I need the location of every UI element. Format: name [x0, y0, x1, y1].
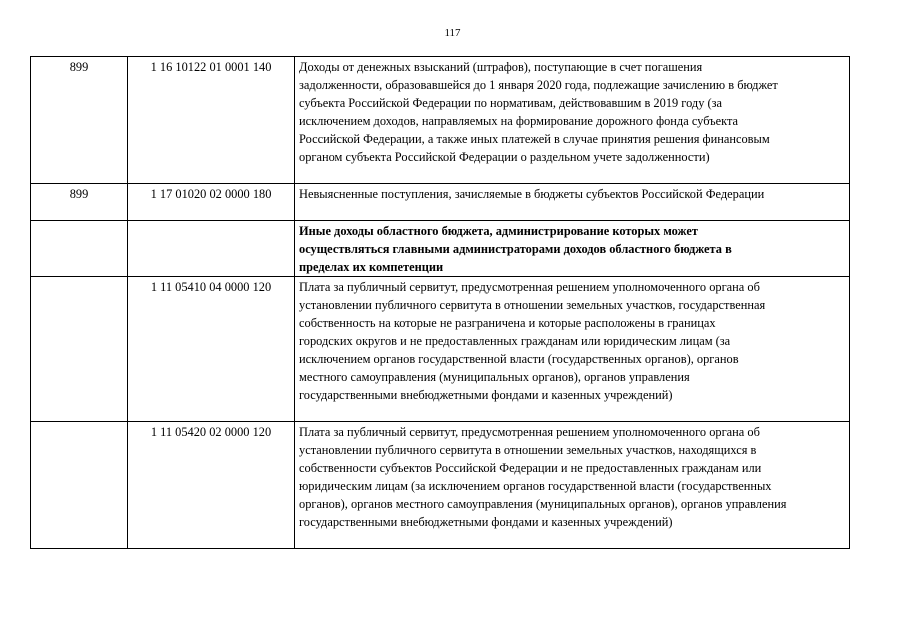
section-heading-cell: Иные доходы областного бюджета, администрирование которых может осуществляться главными администраторами доходов областного бюджета в пределах их компетенции: [295, 221, 850, 277]
admin-code-cell: [31, 221, 128, 277]
page-number: 117: [444, 27, 461, 39]
admin-code-cell: [31, 422, 128, 549]
table-row: [31, 277, 850, 422]
description-cell: Плата за публичный сервитут, предусмотренная решением уполномоченного органа об установлении публичного сервитута в отношении земельных участков, государственная собственность на которые не разграничена и которые расположены в границах городских округов и не предоставленных гражданам или юридическим лицам (за исключением органов государственной власти (государственных органов), органов местного самоуправления (муниципальных органов), органов управления государственными внебюджетными фондами и казенных учреждений): [295, 277, 850, 422]
description-cell: Плата за публичный сервитут, предусмотренная решением уполномоченного органа об установлении публичного сервитута в отношении земельных участков, находящихся в собственности субъектов Российской Федерации и не предоставленных гражданам или юридическим лицам (за исключением органов государственной власти (государственных органов), органов местного самоуправления (муниципальных органов), органов управления государственными внебюджетными фондами и казенных учреждений): [295, 422, 850, 549]
admin-code-cell: [31, 277, 128, 422]
table-row: [31, 422, 850, 549]
kbk-cell: [128, 221, 295, 277]
table-row-section-header: [31, 221, 850, 277]
kbk-cell: 1 11 05420 02 0000 120: [128, 422, 295, 549]
kbk-cell: 1 16 10122 01 0001 140: [128, 57, 295, 184]
kbk-cell: 1 11 05410 04 0000 120: [128, 277, 295, 422]
kbk-cell: 1 17 01020 02 0000 180: [128, 184, 295, 221]
description-cell: Доходы от денежных взысканий (штрафов), поступающие в счет погашения задолженности, образовавшейся до 1 января 2020 года, подлежащие зачислению в бюджет субъекта Российской Федерации по нормативам, действовавшим в 2019 году (за исключением доходов, направляемых на формирование дорожного фонда субъекта Российской Федерации, а также иных платежей в случае принятия решения финансовым органом субъекта Российской Федерации о раздельном учете задолженности): [295, 57, 850, 184]
admin-code-cell: 899: [31, 57, 128, 184]
description-cell: Невыясненные поступления, зачисляемые в бюджеты субъектов Российской Федерации: [295, 184, 850, 221]
table-row: [31, 57, 850, 184]
admin-code-cell: 899: [31, 184, 128, 221]
revenue-codes-table: [30, 56, 850, 549]
table-row: [31, 184, 850, 221]
